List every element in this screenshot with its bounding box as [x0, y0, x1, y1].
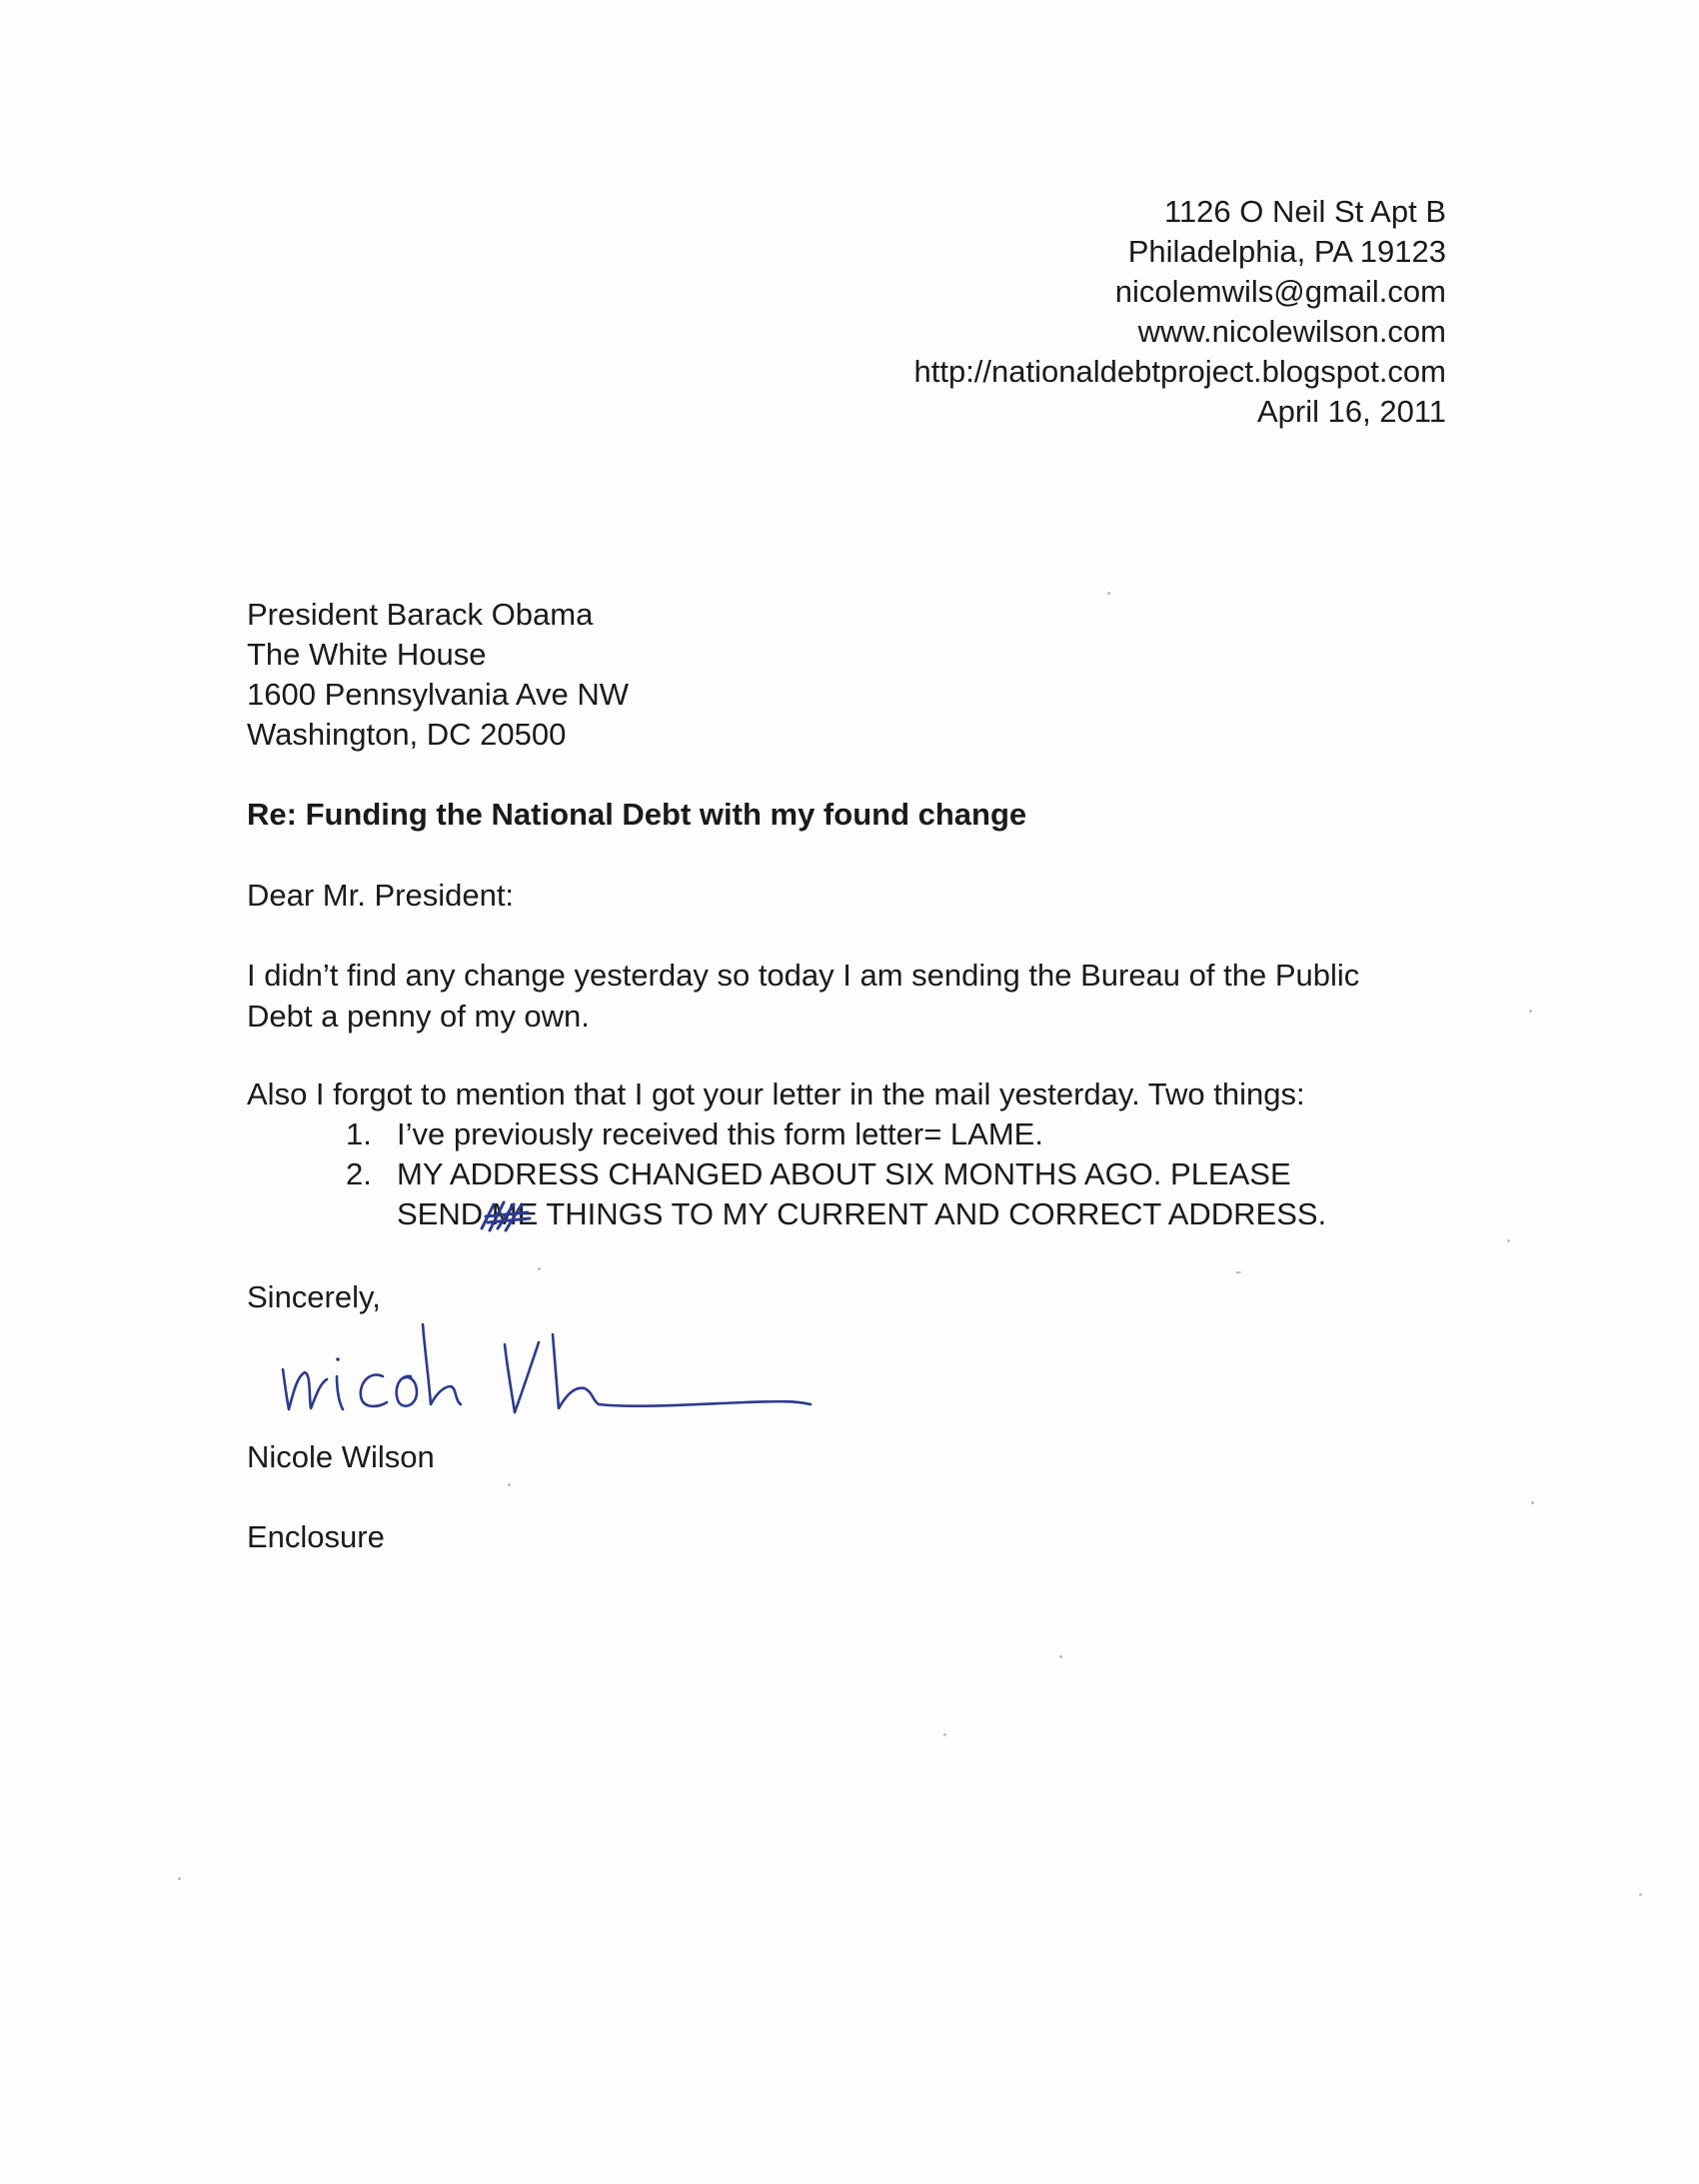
paper-speck [1639, 1893, 1642, 1896]
paper-speck [1529, 1010, 1532, 1013]
recipient-street: 1600 Pennsylvania Ave NW [247, 677, 629, 712]
paper-speck [1507, 1239, 1510, 1242]
paper-speck [178, 1877, 181, 1880]
recipient-address-block [247, 595, 629, 755]
paper-speck [1531, 1501, 1534, 1504]
paper-speck [1059, 1655, 1062, 1658]
paper-speck [943, 1733, 946, 1736]
body-paragraph-1-line-1: I didn’t find any change yesterday so today I am sending the Bureau of the Public [247, 958, 1360, 993]
signer-name: Nicole Wilson [247, 1439, 435, 1474]
body-paragraph-1-line-2: Debt a penny of my own. [247, 999, 590, 1034]
list-number-1: 1. [346, 1116, 372, 1151]
sender-email: nicolemwils@gmail.com [1114, 274, 1446, 309]
list-item-2-text-after: THINGS TO MY CURRENT AND CORRECT ADDRESS. [538, 1196, 1327, 1231]
handwritten-signature [275, 1304, 835, 1434]
list-item-1: I’ve previously received this form letter= LAME. [397, 1116, 1043, 1151]
paper-speck [538, 1267, 541, 1270]
recipient-city: Washington, DC 20500 [247, 717, 567, 752]
enclosure-note: Enclosure [247, 1519, 385, 1554]
list-item-2-line-1: MY ADDRESS CHANGED ABOUT SIX MONTHS AGO. PLEASE [397, 1156, 1291, 1191]
paper-speck [1235, 1271, 1241, 1273]
body-paragraph-1 [247, 955, 1359, 1037]
struck-word: ME [491, 1196, 539, 1231]
letter-date: April 16, 2011 [1257, 394, 1446, 429]
list-item-2-text-before: SEND [397, 1196, 492, 1231]
ink-scribble-mark [478, 1198, 538, 1234]
sender-city: Philadelphia, PA 19123 [1127, 234, 1446, 269]
sender-address-block [913, 192, 1446, 432]
salutation: Dear Mr. President: [247, 878, 515, 913]
recipient-name: President Barack Obama [247, 597, 594, 632]
body-paragraph-2: Also I forgot to mention that I got your letter in the mail yesterday. Two things: [247, 1077, 1305, 1111]
recipient-org: The White House [247, 637, 487, 672]
sender-blog: http://nationaldebtproject.blogspot.com [913, 354, 1446, 389]
sender-website: www.nicolewilson.com [1137, 314, 1446, 349]
closing: Sincerely, [247, 1279, 381, 1314]
sender-street: 1126 O Neil St Apt B [1163, 194, 1446, 229]
paper-speck [508, 1483, 511, 1486]
paper-speck [1107, 592, 1110, 595]
list-number-2: 2. [346, 1156, 372, 1191]
subject-line: Re: Funding the National Debt with my found change [247, 797, 1027, 832]
